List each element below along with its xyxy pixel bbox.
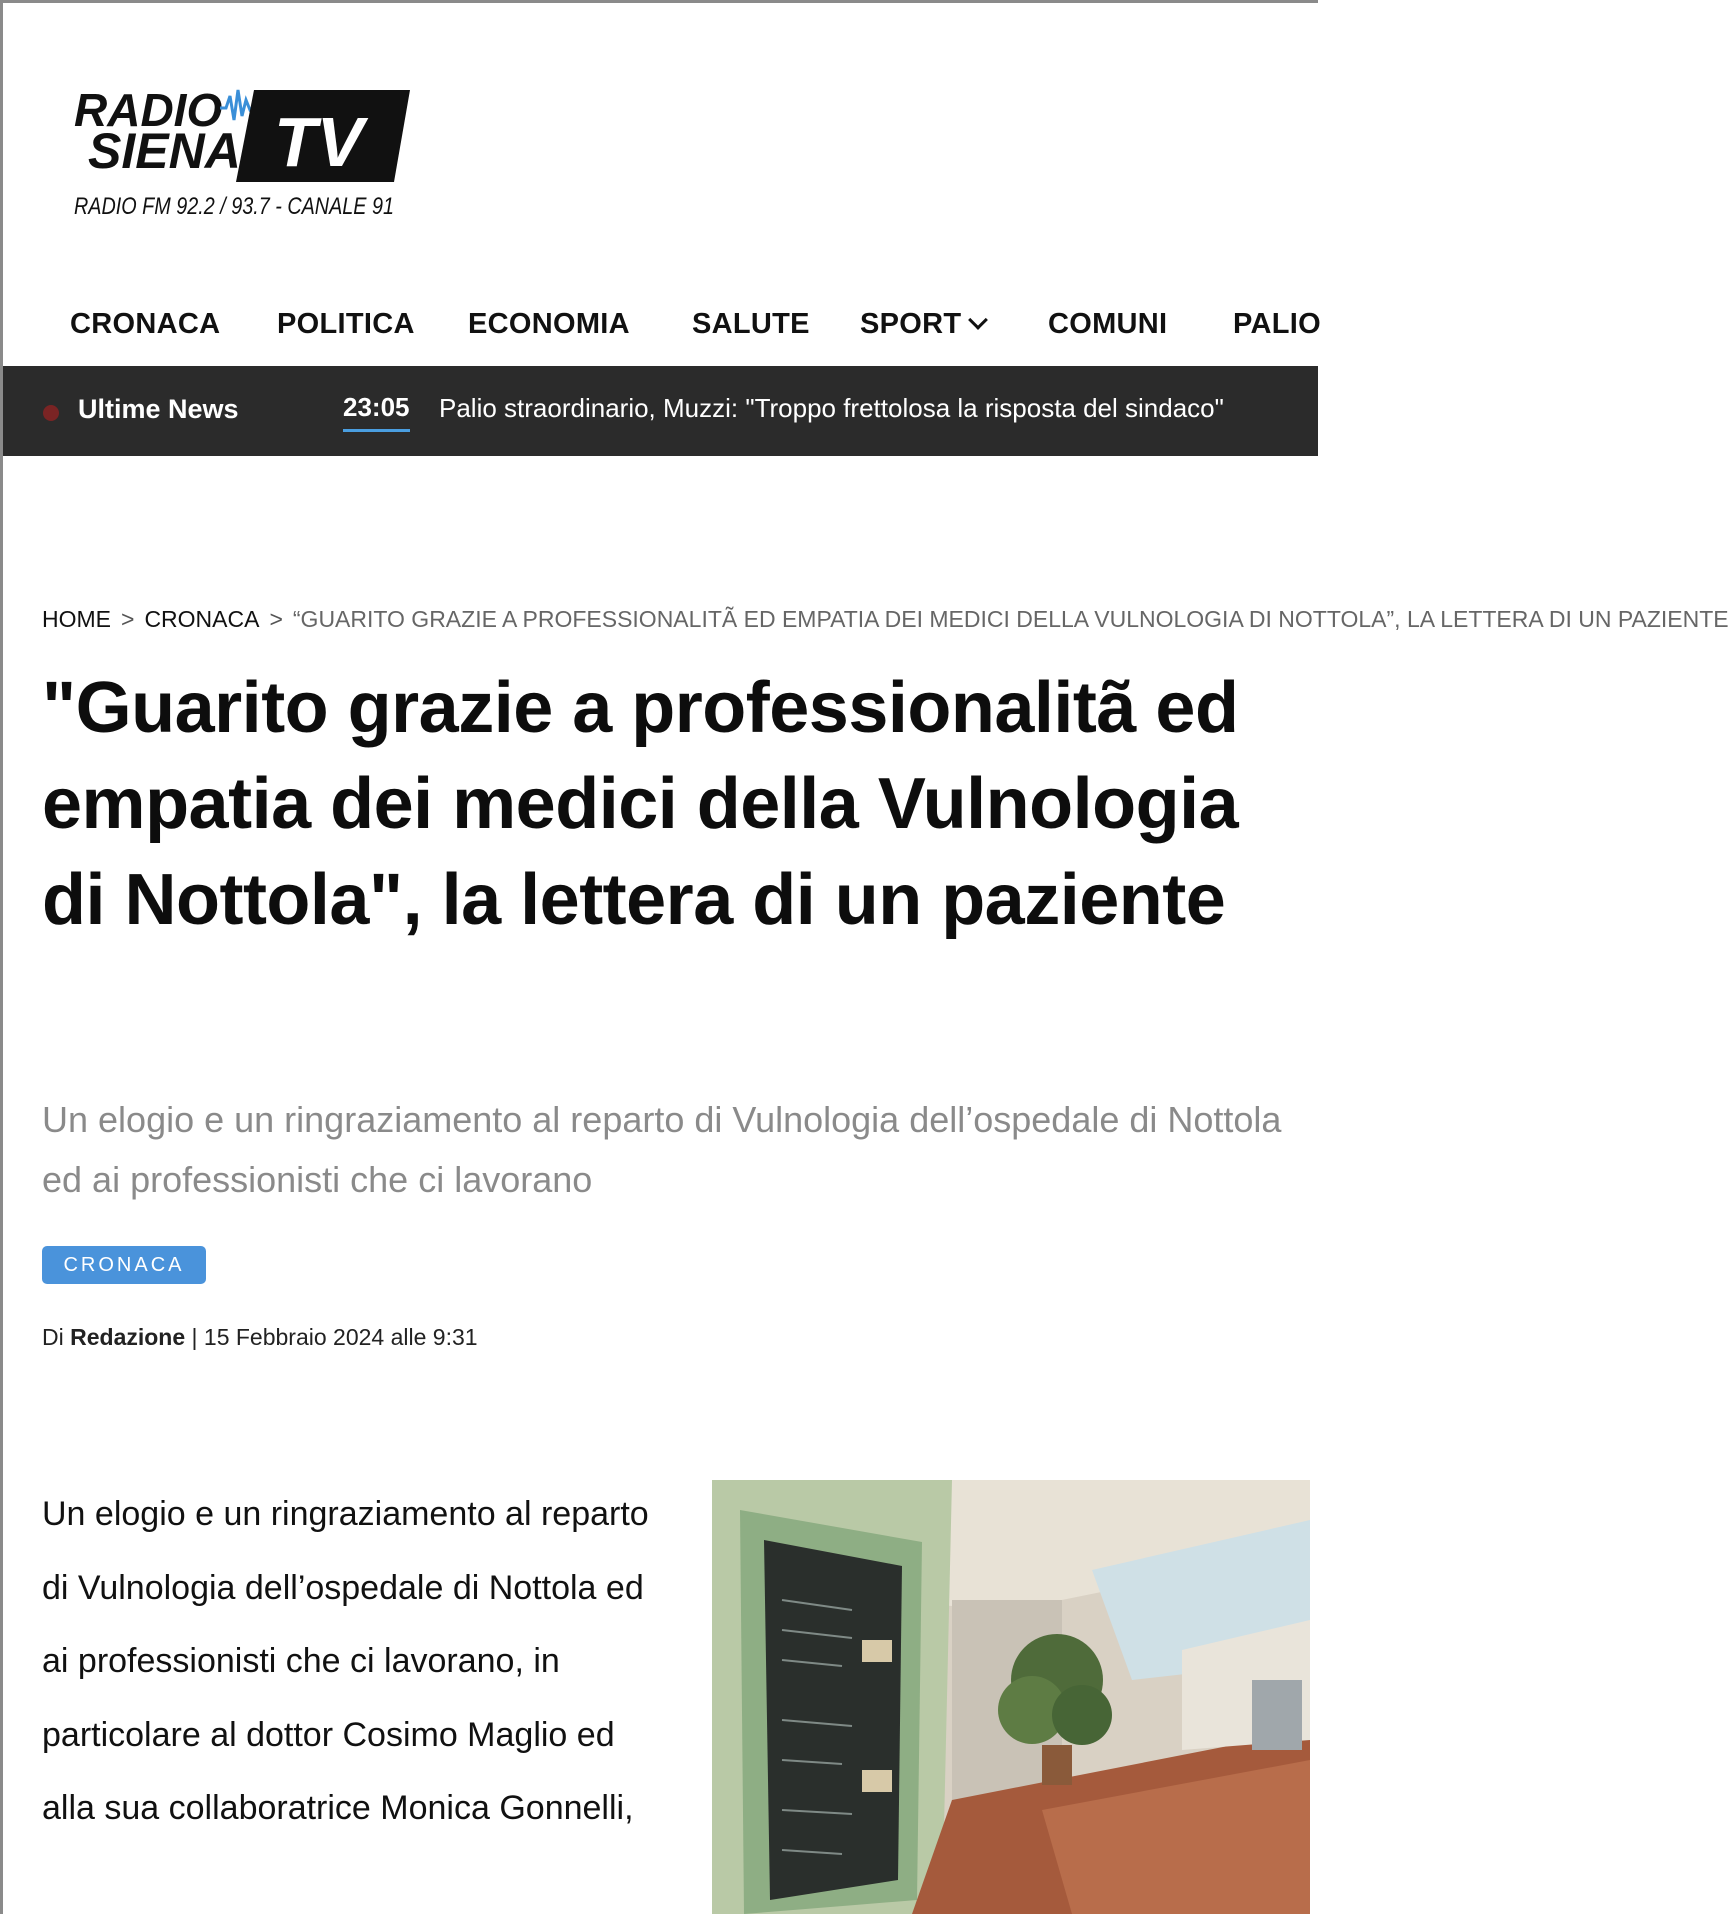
article-byline — [42, 1324, 478, 1351]
hospital-corridor-image — [712, 1480, 1310, 1914]
article-title: "Guarito grazie a professionalitã ed empatia dei medici della Vulnologia di Nottola", la lettera di un paziente — [42, 668, 1239, 940]
chevron-down-icon — [969, 310, 989, 330]
logo-tagline: RADIO FM 92.2 / 93.7 - CANALE 91 — [74, 193, 394, 220]
byline-prefix: Di — [42, 1324, 64, 1350]
nav-item-sport[interactable] — [860, 308, 985, 341]
article-subtitle: Un elogio e un ringraziamento al reparto di Vulnologia dell’ospedale di Nottola ed ai professionisti che ci lavorano — [42, 1099, 1282, 1200]
author-link[interactable]: Redazione — [70, 1324, 186, 1350]
breadcrumb-separator: > — [121, 606, 135, 632]
breadcrumb — [42, 606, 1729, 633]
nav-item-economia[interactable]: ECONOMIA — [468, 308, 630, 340]
breadcrumb-separator: > — [269, 606, 283, 632]
logo-tv-text: TV — [274, 103, 364, 181]
nav-item-comuni[interactable]: COMUNI — [1048, 308, 1168, 340]
ticker-time: 23:05 — [343, 392, 410, 432]
breadcrumb-current: “GUARITO GRAZIE A PROFESSIONALITÃ ED EMPATIA DEI MEDICI DELLA VULNOLOGIA DI NOTTOLA”, LA LETTERA DI UN PAZIENTE — [292, 606, 1729, 632]
nav-item-cronaca[interactable]: CRONACA — [70, 308, 221, 340]
nav-item-sport-label: SPORT — [860, 308, 962, 340]
category-badge[interactable]: CRONACA — [42, 1246, 206, 1284]
article-photo[interactable] — [712, 1480, 1310, 1914]
logo-radio-text: RADIO — [74, 84, 223, 136]
nav-item-salute[interactable]: SALUTE — [692, 308, 810, 340]
breadcrumb-section[interactable]: CRONACA — [144, 606, 260, 632]
article-body-paragraph: Un elogio e un ringraziamento al reparto di Vulnologia dell’ospedale di Nottola ed ai professionisti che ci lavorano, in particolare al dottor Cosimo Maglio ed alla sua collaboratrice Monica Gonnelli, — [42, 1495, 649, 1827]
breaking-news-ticker — [3, 366, 1318, 456]
nav-item-palio[interactable]: PALIO — [1233, 308, 1321, 340]
breadcrumb-home[interactable]: HOME — [42, 606, 111, 632]
radio-siena-tv-logo — [74, 86, 414, 226]
site-logo[interactable] — [74, 86, 414, 226]
nav-item-politica[interactable]: POLITICA — [277, 308, 415, 340]
ticker-label: Ultime News — [78, 394, 239, 424]
main-nav — [0, 300, 1321, 366]
ticker-headline-link[interactable]: Palio straordinario, Muzzi: "Troppo frettolosa la risposta del sindaco" — [439, 393, 1224, 423]
publish-date: | 15 Febbraio 2024 alle 9:31 — [191, 1324, 478, 1350]
live-dot-icon — [43, 405, 59, 421]
logo-siena-text: SIENA — [88, 123, 241, 179]
